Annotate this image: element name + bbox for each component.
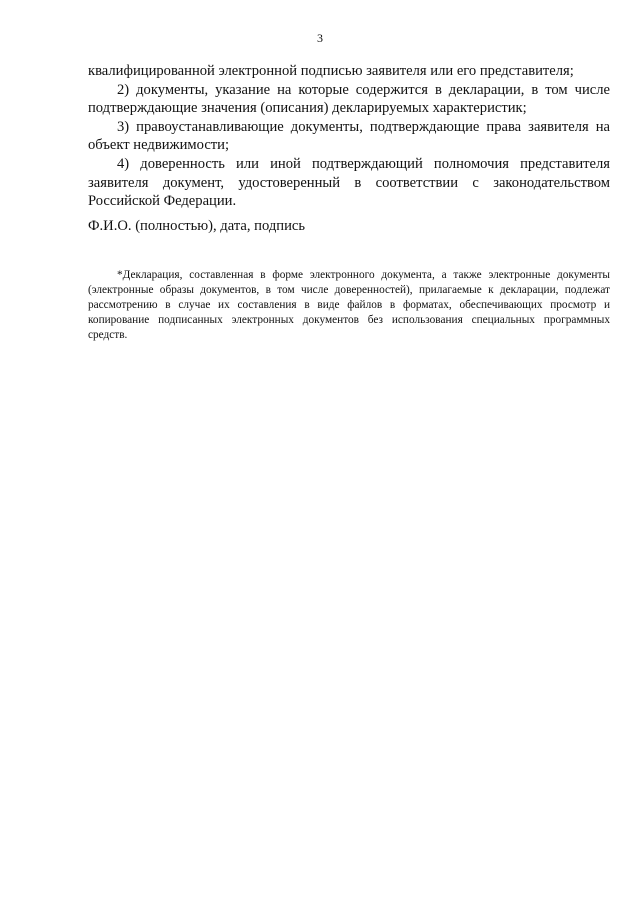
body-paragraph: 2) документы, указание на которые содержится в декларации, в том числе подтверждающие значения (описания) декларируемых характеристик; xyxy=(88,81,610,117)
footnote: *Декларация, составленная в форме электронного документа, а также электронные документы (электронные образы документов, в том числе доверенностей), прилагаемые к декларации, подлежат рассмотрению в случае их составления в виде файлов в форматах, обеспечивающих просмотр и копирование подписанных электронных документов без использования специальных программных средств. xyxy=(88,269,610,341)
document-body xyxy=(88,62,610,211)
body-paragraph: квалифицированной электронной подписью заявителя или его представителя; xyxy=(88,63,574,79)
body-paragraph: 3) правоустанавливающие документы, подтверждающие права заявителя на объект недвижимости; xyxy=(88,118,610,154)
body-paragraph: 4) доверенность или иной подтверждающий полномочия представителя заявителя документ, удостоверенный в соответствии с законодательством Российской Федерации. xyxy=(88,155,610,210)
signature-line: Ф.И.О. (полностью), дата, подпись xyxy=(88,218,306,234)
page-number: 3 xyxy=(317,31,323,45)
